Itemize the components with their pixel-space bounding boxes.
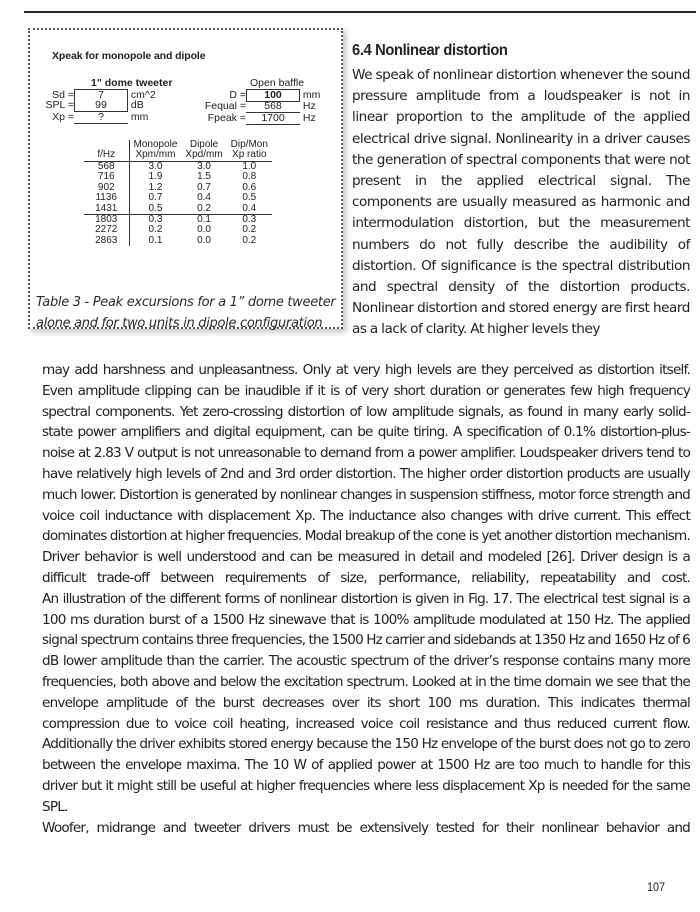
table-row <box>84 236 272 246</box>
table-figure-title: Xpeak for monopole and dipole <box>52 50 206 62</box>
cell-frequency: 2863 <box>84 236 129 246</box>
param-unit: Hz <box>302 112 316 124</box>
param-unit: dB <box>130 99 144 111</box>
column-header-dipole: Dipole Xpd/mm <box>185 139 223 160</box>
param-label: SPL = <box>45 99 74 111</box>
paragraph: An illustration of the different forms of nonlinear distortion is given in Fig. 17. The electrical test signal is a 100 ms duration burst of a 1500 Hz sinewave that is 100% amplitude modulated at 150 Hz. The applied signal spectrum contains three frequencies, the 1500 Hz carrier and sidebands at 1350 Hz and 1650 Hz of 6 dB lower amplitude than the carrier. The acoustic spectrum of the driver’s response contains many more frequencies, both above and below the excitation spectrum. Looked at in the time domain we see that the envelope amplitude of the burst decreases over its short 100 ms duration. This indicates thermal compression due to voice coil heating, increased voice coil resistance and thus reduced current flow. Additionally the driver exhibits stored energy because the 150 Hz envelope of the burst does not go to zero between the envelope maxima. The 10 W of applied power at 1500 Hz are too much to handle for this driver but it might still be useful at higher frequencies where less displacement Xp is needed for the same SPL. <box>42 590 690 815</box>
table-header-row <box>84 140 272 162</box>
cell-ratio: 0.6 <box>242 181 257 193</box>
param-value: 568 <box>246 101 300 113</box>
header-rule <box>24 11 696 13</box>
cell-dipole: 0.0 <box>197 224 211 236</box>
column-header-frequency: f/Hz <box>84 140 129 162</box>
cell-dipole: 0.7 <box>197 181 211 193</box>
cell-monopole: 0.1 <box>148 234 163 246</box>
param-label: Sd = <box>52 89 74 101</box>
cell-monopole: 0.2 <box>148 224 163 236</box>
param-xp <box>44 112 148 124</box>
cell-frequency: 1136 <box>84 193 129 203</box>
intro-column-paragraph: We speak of nonlinear distortion whenever the sound pressure amplitude from a loudspeaker is not in linear proportion to the amplitude of the applied electrical drive signal. Nonlinearity in a driver causes the generation of spectral components that were not present in the applied electrical signal. The components are usually measured as harmonic and intermodulation distortion, but the measurement numbers do not fully describe the audibility of distortion. Of significance is the spectral distribution and spectral density of the distortion products. Nonlinear distortion and stored energy are first heard as a lack of clarity. At higher levels they <box>352 67 690 338</box>
cell-ratio: 1.0 <box>242 161 257 172</box>
param-label: Fequal = <box>204 100 246 112</box>
param-value: 1700 <box>246 113 300 125</box>
param-label: Xp = <box>52 111 74 123</box>
paragraph: may add harshness and unpleasantness. Only at very high levels are they perceived as distortion itself. Even amplitude clipping can be inaudible if it is of very short duration or generates few high frequency spectral components. Yet zero-crossing distortion of low amplitude signals, as found in many early solid-state power amplifiers and digital equipment, can be quite tiring. A specification of 0.1% distortion-plus-noise at 2.83 V output is not unreasonable to demand from a power amplifier. Loudspeaker drivers tend to have relatively high levels of 2nd and 3rd order distortion. The higher order distortion products are usually much lower. Distortion is generated by nonlinear changes in suspension stiffness, motor force strength and voice coil inductance with displacement Xp. The inductance also changes with drive current. This effect dominates distortion at higher frequencies. Modal breakup of the cone is yet another distortion mechanism. Driver behavior is well understood and can be measured in detail and modeled [26]. Driver design is a difficult trade-off between requirements of size, performance, reliability, repeatability and cost. <box>42 362 690 586</box>
param-unit: cm^2 <box>130 89 156 101</box>
cell-monopole: 0.5 <box>148 202 163 214</box>
param-unit: mm <box>302 89 321 101</box>
cell-frequency: 716 <box>84 172 129 182</box>
param-value: 100 <box>246 89 300 102</box>
param-unit: mm <box>130 111 149 123</box>
column-header-ratio: Dip/Mon Xp ratio <box>230 139 268 160</box>
cell-monopole: 0.7 <box>148 192 163 204</box>
body-text <box>42 360 690 838</box>
cell-dipole: 0.0 <box>197 234 211 246</box>
param-unit: Hz <box>302 100 316 112</box>
right-heading: Open baffle <box>250 77 305 89</box>
table-row <box>84 204 272 215</box>
cell-ratio: 0.5 <box>242 192 257 204</box>
cell-dipole: 0.4 <box>197 192 211 204</box>
cell-frequency: 1431 <box>84 204 129 215</box>
cell-ratio: 0.3 <box>242 214 257 226</box>
paragraph: Woofer, midrange and tweeter drivers must be extensively tested for their nonlinear behavior and <box>42 819 690 836</box>
cell-ratio: 0.2 <box>242 234 257 246</box>
excursion-table <box>84 140 272 246</box>
cell-dipole: 0.2 <box>197 202 211 214</box>
cell-frequency: 902 <box>84 183 129 193</box>
cell-monopole: 1.2 <box>148 181 163 193</box>
param-label: Fpeak = <box>207 112 246 124</box>
cell-monopole: 0.3 <box>148 214 163 226</box>
cell-ratio: 0.4 <box>242 202 257 214</box>
section-title: 6.4 Nonlinear distortion <box>352 42 508 59</box>
param-label: D = <box>229 89 246 101</box>
column-header-monopole: Monopole Xpm/mm <box>133 139 178 160</box>
cell-ratio: 0.2 <box>242 224 257 236</box>
left-heading: 1" dome tweeter <box>91 77 173 89</box>
cell-frequency: 2272 <box>84 225 129 235</box>
table-caption: Table 3 - Peak excursions for a 1” dome tweeter alone and for two units in dipole configuration <box>36 295 336 331</box>
param-value: 99 <box>74 100 128 112</box>
page-number: 107 <box>647 880 666 894</box>
cell-ratio: 0.8 <box>242 171 257 183</box>
param-fpeak <box>196 113 316 125</box>
cell-dipole: 1.5 <box>197 171 211 183</box>
cell-monopole: 1.9 <box>148 171 163 183</box>
cell-dipole: 3.0 <box>197 161 211 172</box>
cell-dipole: 0.1 <box>197 214 211 226</box>
cell-monopole: 3.0 <box>148 161 163 172</box>
cell-frequency: 568 <box>84 162 129 173</box>
param-value: 7 <box>74 89 128 101</box>
cell-frequency: 1803 <box>84 215 129 226</box>
param-value: ? <box>74 112 128 124</box>
